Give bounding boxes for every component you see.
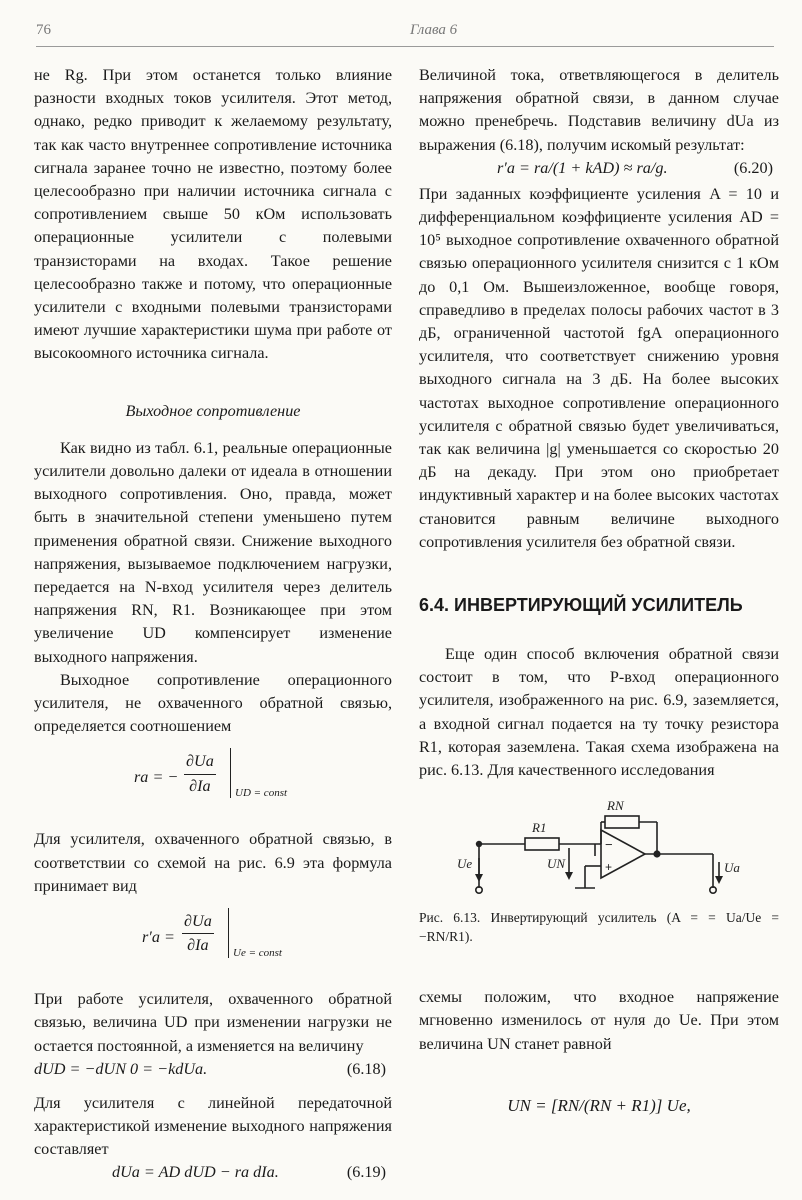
equation-expression: r′a = ra/(1 + kAD) ≈ ra/g. <box>497 158 668 177</box>
equation-number: (6.20) <box>733 158 773 177</box>
figure-6-13 <box>419 792 779 904</box>
paragraph: Для усилителя с линейной передаточной характеристикой изменение выходного напряжения составляет <box>34 1093 392 1159</box>
fraction <box>184 750 216 797</box>
label-minus: − <box>605 837 613 853</box>
evaluation-bar <box>228 908 229 958</box>
output-node <box>653 851 660 858</box>
paragraph: схемы положим, что входное напряжение мгновенно изменилось от нуля до Ue. При этом величина UN станет равной <box>419 988 779 1053</box>
chapter-title: Глава 6 <box>410 22 458 38</box>
label-ua: Ua <box>724 860 740 876</box>
evaluation-bar <box>230 748 231 798</box>
equation-6-20 <box>419 157 779 183</box>
section-heading: 6.4. ИНВЕРТИРУЮЩИЙ УСИЛИТЕЛЬ <box>419 595 743 616</box>
formula-lhs: r′a = <box>142 928 175 947</box>
header-rule <box>36 46 774 47</box>
numerator: ∂Ua <box>182 910 214 934</box>
fraction <box>182 910 214 957</box>
equation-6-18 <box>34 1058 392 1084</box>
paragraph: При работе усилителя, охваченного обратной связью, величина UD при изменении нагрузки не остается постоянной, а изменяется на величину <box>34 990 392 1055</box>
label-rn: RN <box>607 798 624 814</box>
label-ue: Ue <box>457 856 473 872</box>
paragraph: Выходное сопротивление операционного усилителя, не охваченного обратной связью, определяется соотношением <box>34 670 392 736</box>
paragraph: не Rg. При этом останется только влияние разности входных токов усилителя. Этот метод, однако, редко приводит к желаемому результату, так как часто внутреннее сопротивление источника сигнала заранее точно не известно, поэтому более целесообразно при наличии источника сигнала с сопротивлением свыше 50 кОм использовать операционные усилители с полевыми транзисторами на входах. Такое решение целесообразно также и потому, что операционные усилители с входными полевыми транзисторами имеют лучшие характеристики шума при работе от высокоомного источника сигнала. <box>34 66 392 363</box>
un-arrow-head <box>565 872 573 880</box>
denominator: ∂Ia <box>187 936 209 955</box>
right-column <box>419 64 779 1117</box>
equation-un: UN = [RN/(RN + R1)] Ue, <box>507 1095 691 1115</box>
page-header <box>36 22 778 44</box>
label-plus: + <box>605 860 613 875</box>
input-node <box>476 841 482 847</box>
equation-number: (6.19) <box>346 1163 386 1182</box>
paragraph: Еще один способ включения обратной связи состоит в том, что P-вход операционного усилителя, изображенного на рис. 6.9, заземляется, а входной сигнал подается на ту точку резистора R1, которая заземлена. Такая схема изображена на рис. 6.13. Для качественного исследования <box>419 645 779 780</box>
equation-expression: dUD = −dUN 0 = −kdUa. <box>34 1059 208 1078</box>
condition: Ue = const <box>233 947 282 960</box>
figure-caption: Рис. 6.13. Инвертирующий усилитель (A = = Ua/Ue = −RN/R1). <box>419 910 779 945</box>
equation-6-19 <box>34 1161 392 1187</box>
denominator: ∂Ia <box>189 776 211 795</box>
paragraph: Для усилителя, охваченного обратной связью, в соответствии со схемой на рис. 6.9 эта формула принимает вид <box>34 830 392 895</box>
ue-arrow-head <box>475 874 483 882</box>
subheading: Выходное сопротивление <box>125 401 301 420</box>
resistor-r1 <box>525 838 559 850</box>
ua-arrow-head <box>715 876 723 884</box>
equation-expression: dUa = AD dUD − ra dIa. <box>112 1163 279 1182</box>
formula-ra <box>34 746 392 820</box>
numerator: ∂Ua <box>184 750 216 774</box>
formula-ra-prime <box>34 906 392 980</box>
label-r1: R1 <box>532 820 547 836</box>
condition: UD = const <box>235 787 288 800</box>
left-column <box>34 64 392 1187</box>
label-un: UN <box>547 856 566 872</box>
equation-number: (6.18) <box>346 1059 386 1078</box>
paragraph: При заданных коэффициенте усиления A = 10 и дифференциальном коэффициенте усиления AD = 10⁵ выходное сопротивление охваченного обратной связью операционного усилителя снизится с 1 кОм до 0,1 Ом. Вышеизложенное, вообще говоря, справедливо в пределах полосы рабочих частот в 3 дБ, ограниченной частотой fgA операционного усилителя, что соответствует снижению уровня выходного сигнала на 3 дБ. На более высоких частотах выходное сопротивление операционного усилителя с обратной связью будет увеличиваться, так как величина |g| уменьшается со скоростью 20 дБ на декаду. При этом оно приобретает индуктивный характер и на более высоких частотах становится равным величине выходного сопротивления усилителя без обратной связи. <box>419 184 779 551</box>
resistor-rn <box>605 816 639 828</box>
page-number: 76 <box>36 22 51 38</box>
inverting-amplifier-diagram <box>419 792 779 904</box>
formula-lhs: ra = − <box>134 768 179 787</box>
paragraph: Как видно из табл. 6.1, реальные операционные усилители довольно далеки от идеала в отношении выходного сопротивления. Оно, правда, может быть в значительной степени уменьшено путем применения обратной связи. Снижение выходного напряжения, вызываемое подключением нагрузки, передается на N-вход усилителя через делитель напряжения RN, R1. Возникающее при этом увеличение UD компенсирует изменение выходного напряжения. <box>34 438 392 666</box>
paragraph: Величиной тока, ответвляющегося в делитель напряжения обратной связи, в данном случае можно пренебречь. Подставив величину dUa из выражения (6.18), получим искомый результат: <box>419 66 779 154</box>
